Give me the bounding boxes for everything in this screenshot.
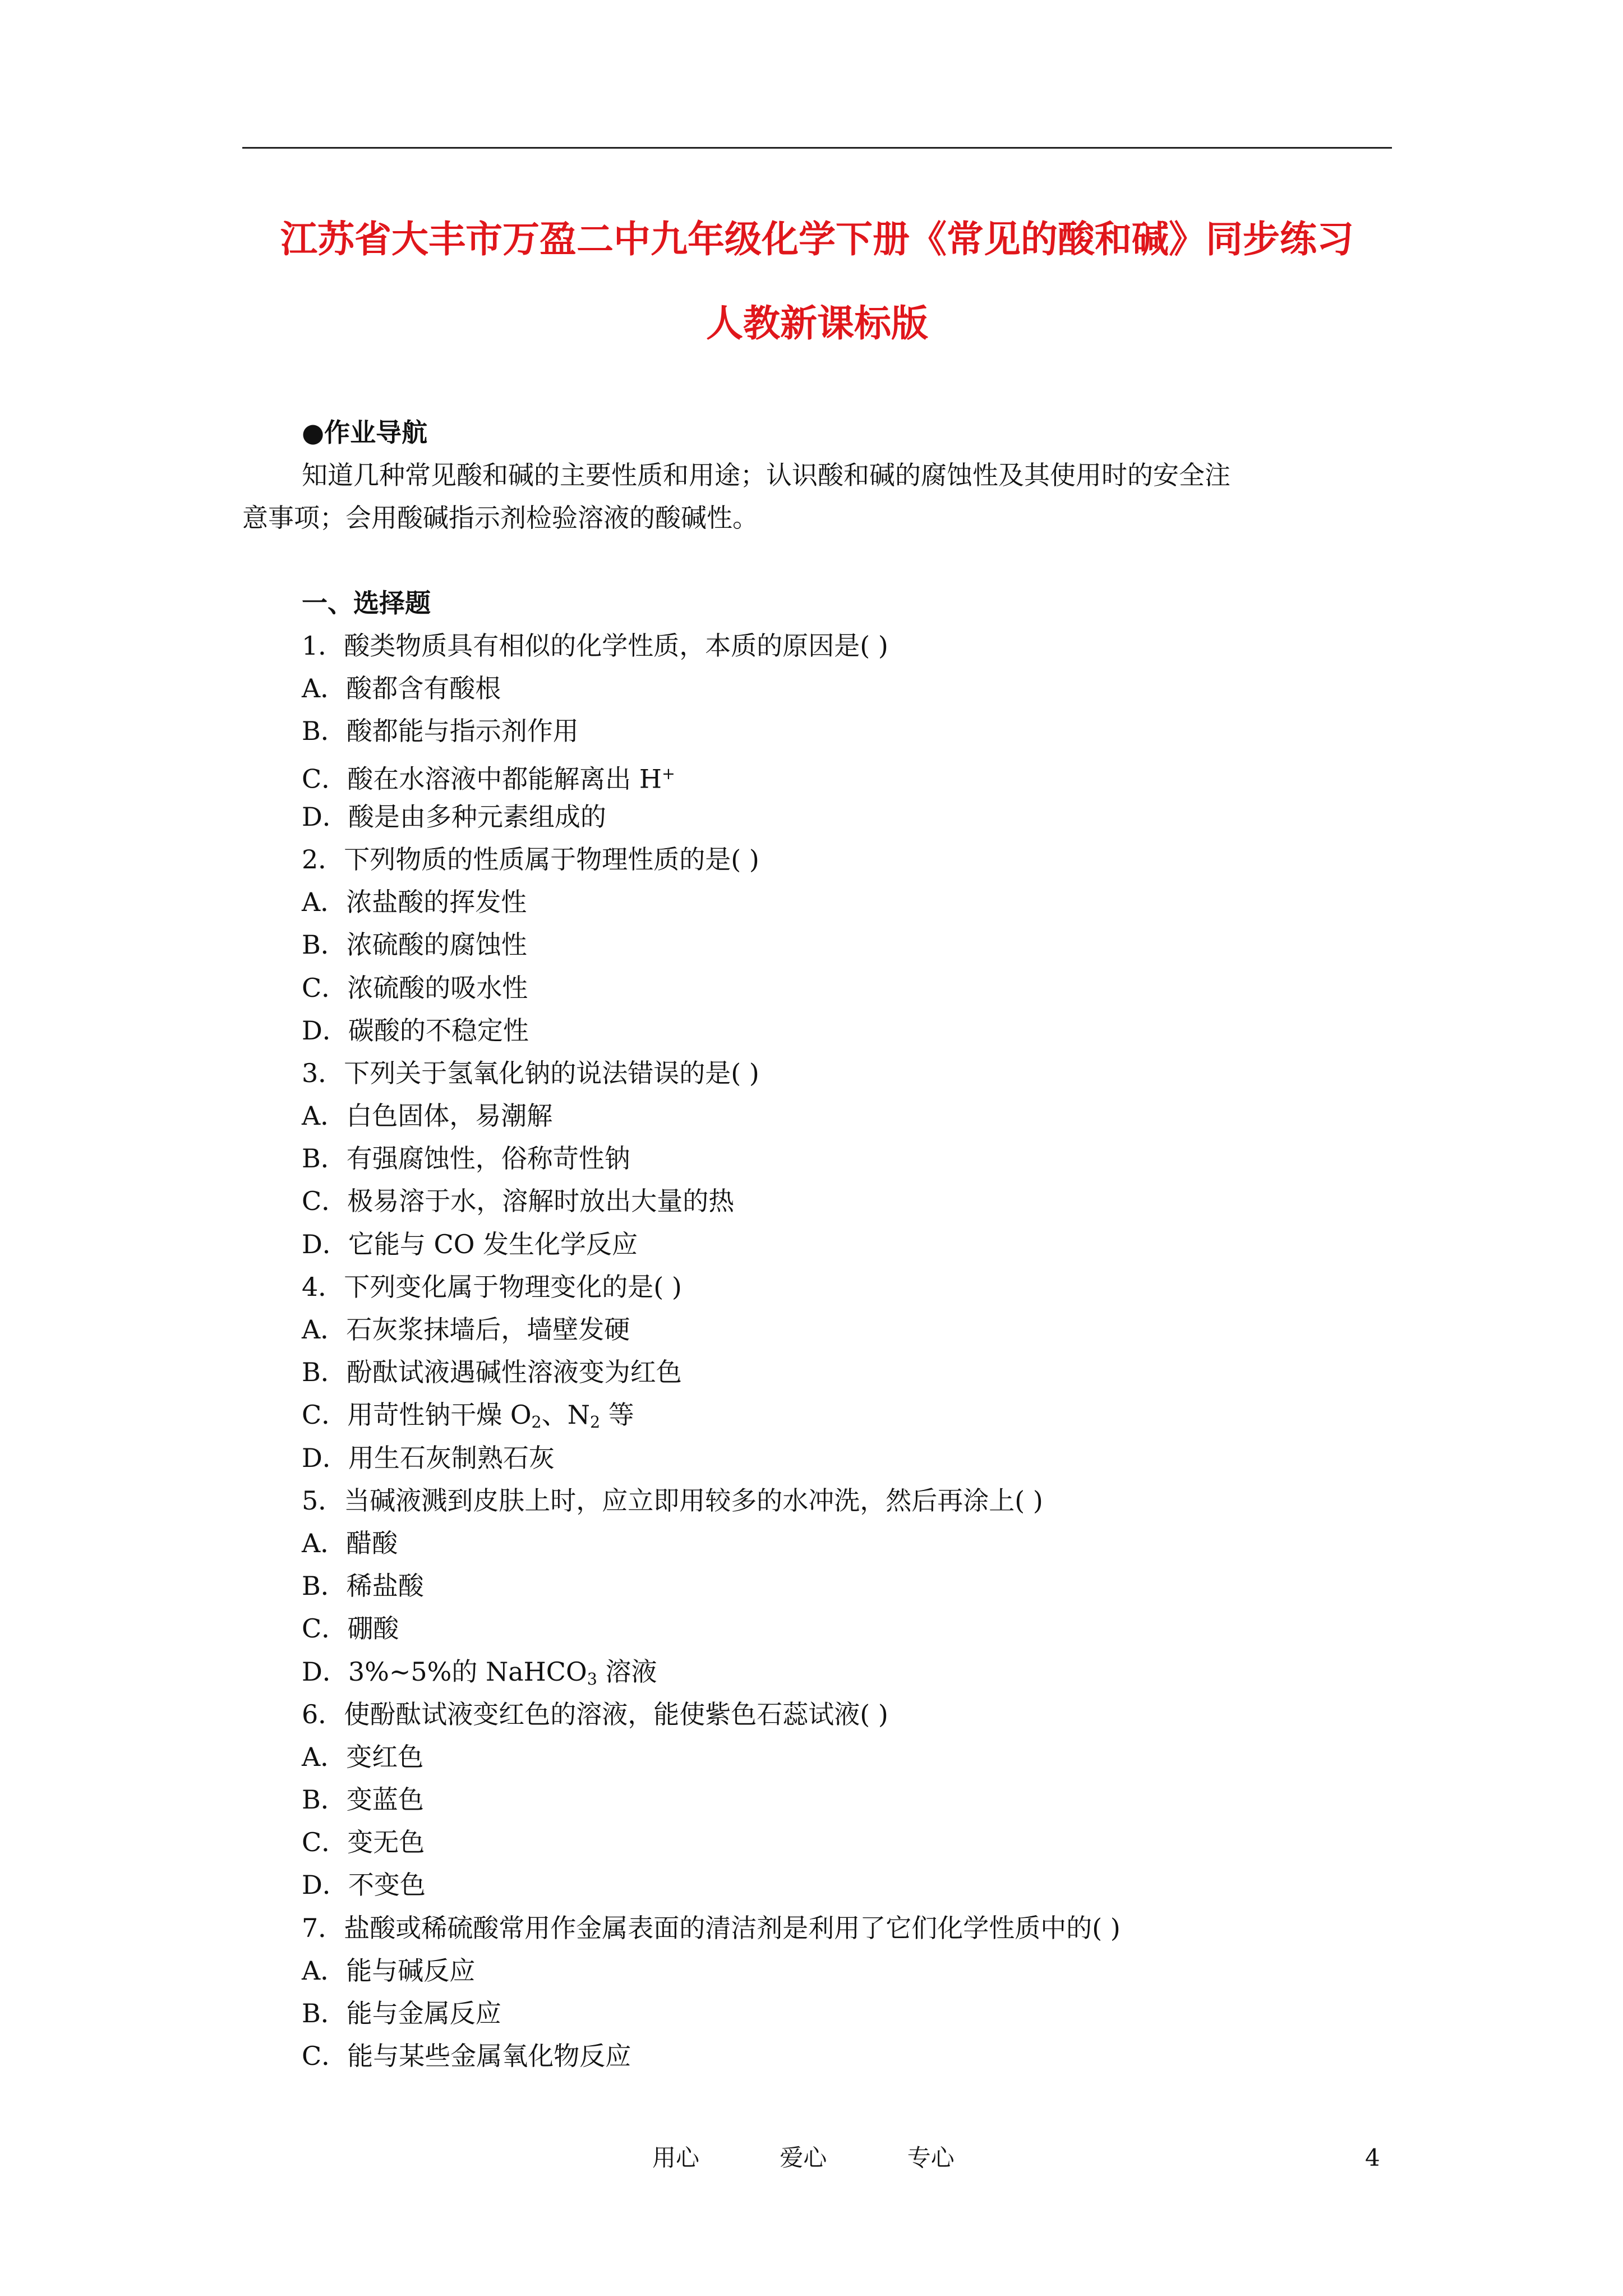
option-c-text: C．用苛性钠干燥 O [302,1400,532,1430]
document-title-line-1: 江苏省大丰市万盈二中九年级化学下册《常见的酸和碱》同步练习 [280,218,1354,261]
option-b: B．酚酞试液遇碱性溶液变为红色 [302,1357,682,1388]
guide-text-line-1: 知道几种常见酸和碱的主要性质和用途；认识酸和碱的腐蚀性及其使用时的安全注 [302,460,1230,490]
question-stem: 2．下列物质的性质属于物理性质的是( ) [302,844,759,875]
question-stem: 6．使酚酞试液变红色的溶液，能使紫色石蕊试液( ) [302,1699,888,1729]
footer-motto: 爱心 [780,2144,827,2171]
question-stem: 5．当碱液溅到皮肤上时，应立即用较多的水冲洗，然后再涂上( ) [302,1485,1043,1516]
question-7 [302,1911,1121,2082]
question-stem: 1．酸类物质具有相似的化学性质，本质的原因是( ) [302,631,888,661]
option-c [302,757,1121,800]
question-stem: 3．下列关于氢氧化钠的说法错误的是( ) [302,1057,759,1088]
option-d-end: 溶液 [597,1656,657,1687]
option-c: C．硼酸 [302,1613,399,1644]
option-d: D．用生石灰制熟石灰 [302,1442,555,1473]
o2-subscript: 2 [531,1413,542,1432]
guide-text-line-2: 意事项；会用酸碱指示剂检验溶液的酸碱性。 [242,503,758,533]
question-4 [302,1270,1121,1484]
option-b: B．酸都能与指示剂作用 [302,716,579,747]
option-a: A．醋酸 [302,1527,398,1558]
section-heading-choice: 一、选择题 [302,588,431,618]
option-b: B．浓硫酸的腐蚀性 [302,930,527,960]
option-c-end: 等 [600,1400,634,1430]
page-number: 4 [1365,2144,1380,2171]
option-a: A．酸都含有酸根 [302,673,501,704]
option-b: B．能与金属反应 [302,1998,501,2028]
footer-motto: 用心 [652,2144,700,2171]
guide-heading: ●作业导航 [302,417,428,448]
option-c: C．变无色 [302,1827,425,1858]
question-stem: 4．下列变化属于物理变化的是( ) [302,1271,682,1302]
option-c [302,1398,1121,1441]
footer-motto: 专心 [907,2144,955,2171]
option-d: D．不变色 [302,1870,426,1901]
option-a: A．白色固体，易潮解 [302,1101,553,1131]
question-6 [302,1697,1121,1911]
question-3 [302,1056,1121,1270]
option-b: B．稀盐酸 [302,1571,424,1602]
option-d: D．它能与 CO 发生化学反应 [302,1228,638,1259]
option-c: C．浓硫酸的吸水性 [302,972,528,1003]
option-c: C．能与某些金属氧化物反应 [302,2041,631,2072]
option-a: A．石灰浆抹墙后，墙壁发硬 [302,1314,630,1345]
question-5 [302,1484,1121,1697]
option-d [302,1655,1121,1697]
option-c: C．极易溶于水，溶解时放出大量的热 [302,1186,735,1217]
option-a: A．浓盐酸的挥发性 [302,887,527,918]
nahco3-subscript: 3 [587,1669,597,1688]
option-a: A．变红色 [302,1741,424,1772]
option-b: B．变蓝色 [302,1784,424,1815]
footer-mottos [652,2143,1027,2173]
option-d-text: D．3%~5%的 NaHCO [302,1656,587,1687]
option-a: A．能与碱反应 [302,1955,476,1986]
option-c-text: C．酸在水溶液中都能解离出 H [302,763,662,794]
h-plus-superscript: + [661,764,675,783]
question-1 [302,629,1121,843]
option-b: B．有强腐蚀性，俗称苛性钠 [302,1143,630,1174]
option-d: D．碳酸的不稳定性 [302,1015,529,1046]
question-stem: 7．盐酸或稀硫酸常用作金属表面的清洁剂是利用了它们化学性质中的( ) [302,1912,1121,1943]
option-c-mid: 、N [541,1400,590,1430]
option-d: D．酸是由多种元素组成的 [302,801,606,832]
question-2 [302,843,1121,1056]
header-rule [242,147,1392,149]
document-title-line-2: 人教新课标版 [706,302,928,345]
question-list [302,629,1121,2082]
n2-subscript: 2 [589,1413,601,1432]
